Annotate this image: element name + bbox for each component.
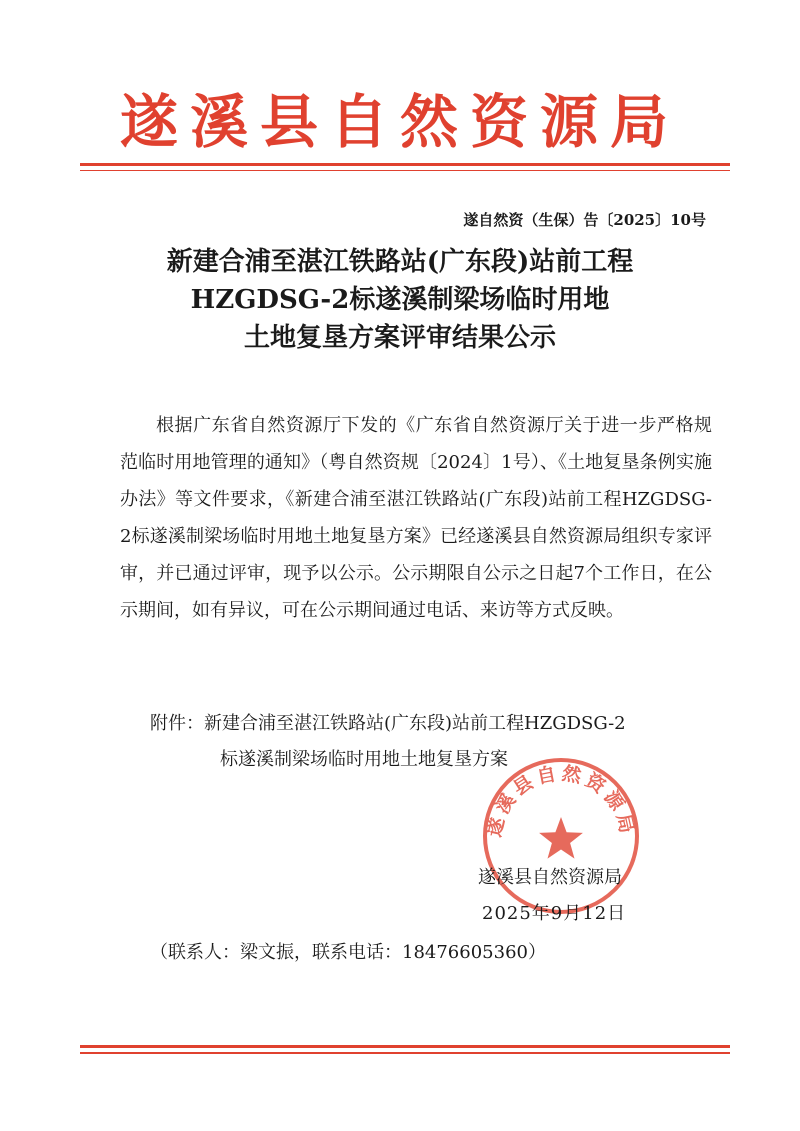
masthead-rule-thin — [80, 170, 730, 171]
masthead-org-name: 遂溪县自然资源局 — [119, 88, 680, 156]
signature-date: 2025年9月12日 — [482, 903, 627, 924]
title-line-3: 土地复垦方案评审结果公示 — [243, 323, 556, 353]
masthead-rule-thick — [80, 163, 730, 166]
contact-info: （联系人：梁文振，联系电话：18476605360） — [150, 942, 546, 963]
signature-block — [470, 860, 690, 932]
body-text — [120, 407, 712, 629]
title-line-1: 新建合浦至湛江铁路站(广东段)站前工程 — [166, 247, 634, 277]
title-line-2: HZGDSG-2标遂溪制梁场临时用地 — [190, 285, 610, 315]
signature-org: 遂溪县自然资源局 — [478, 867, 622, 888]
footer-rule-thin — [80, 1052, 730, 1054]
attachment-block — [150, 706, 730, 778]
attachment-line-2: 标遂溪制梁场临时用地土地复垦方案 — [220, 749, 508, 770]
attachment-label: 附件： — [150, 713, 204, 734]
seal-text: 遂溪县自然资源局 — [483, 762, 639, 840]
document-number: 遂自然资（生保）告〔2025〕10号 — [463, 211, 706, 229]
body-paragraph: 根据广东省自然资源厅下发的《广东省自然资源厅关于进一步严格规范临时用地管理的通知》（粤自然资规〔2024〕1号）、《土地复垦条例实施办法》等文件要求，《新建合浦至湛江铁路站(广东段)站前工程HZGDSG-2标遂溪制梁场临时用地土地复垦方案》已经遂溪县自然资源局组织专家评审，并已通过评审，现予以公示。公示期限自公示之日起7个工作日，在公示期间，如有异议，可在公示期间通过电话、来访等方式反映。 — [120, 415, 712, 621]
footer-rule-thick — [80, 1045, 730, 1048]
attachment-line-1: 新建合浦至湛江铁路站(广东段)站前工程HZGDSG-2 — [204, 713, 626, 734]
seal-star-icon — [539, 817, 583, 859]
document-title — [60, 243, 740, 357]
